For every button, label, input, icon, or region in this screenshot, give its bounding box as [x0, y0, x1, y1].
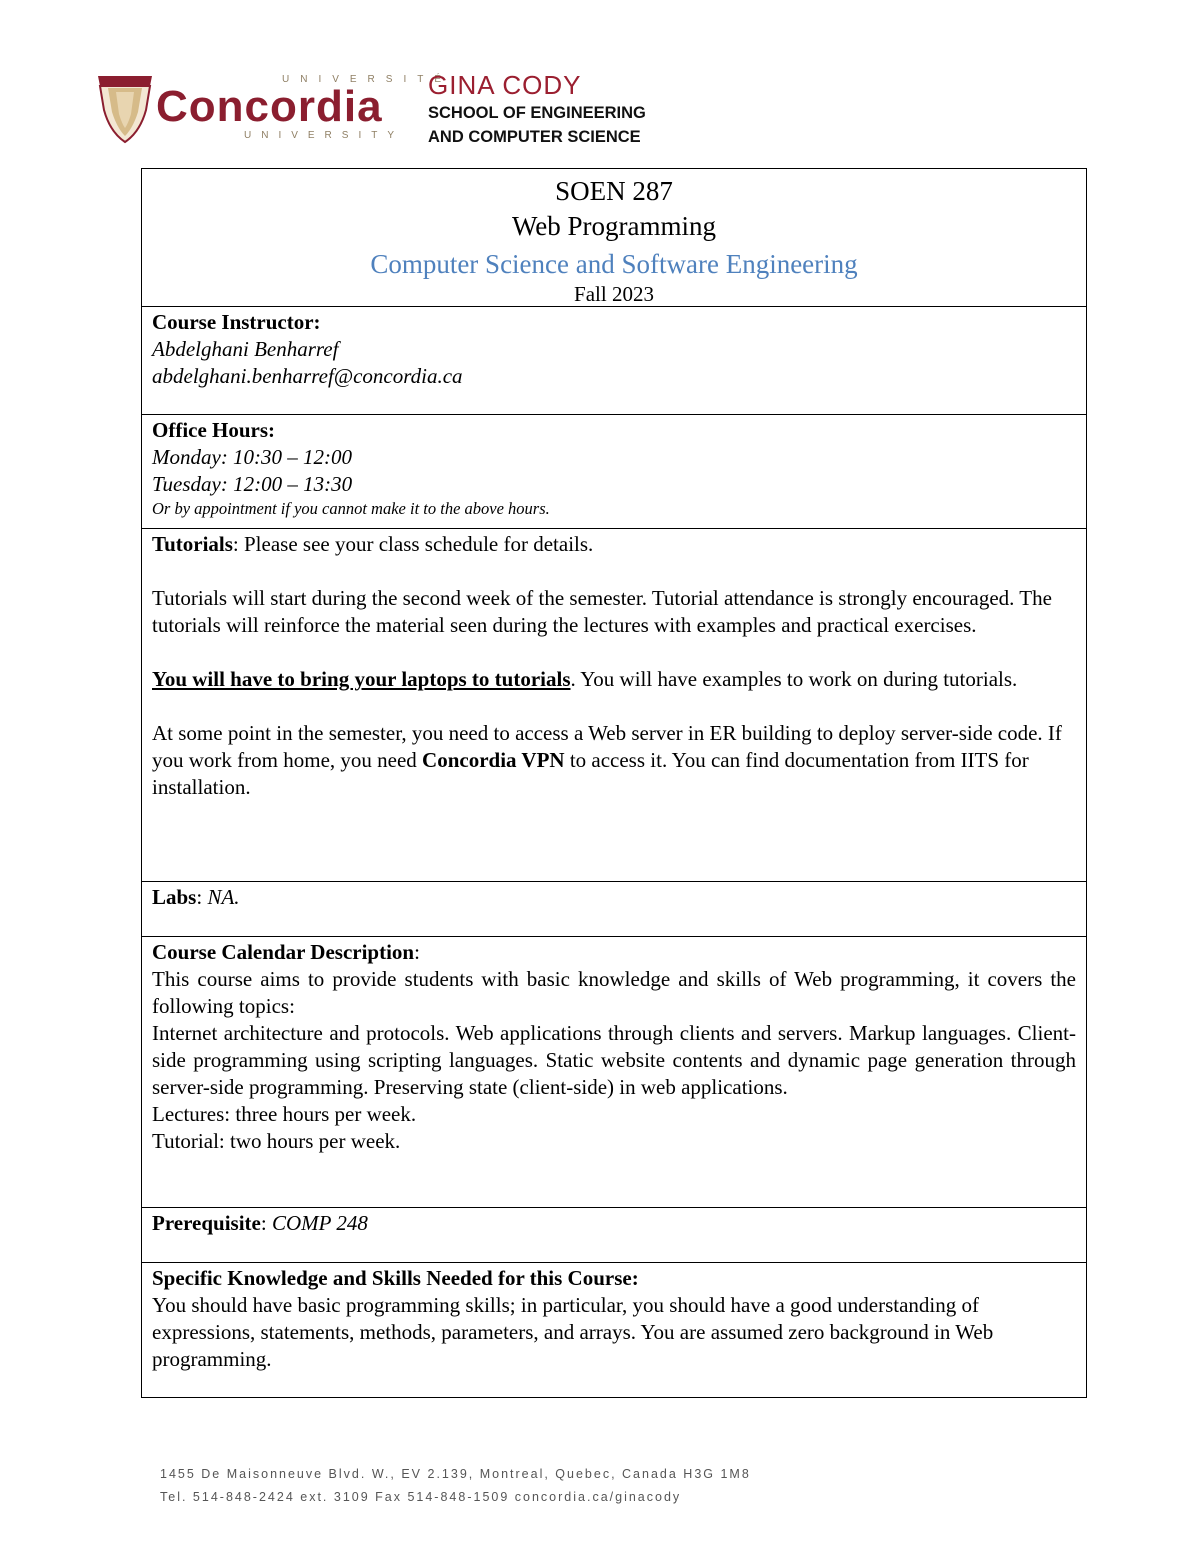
course-outline-table: [141, 168, 1087, 1398]
calendar-tutorial: Tutorial: two hours per week.: [152, 1129, 401, 1153]
tutorials-laptop-note: [152, 666, 1076, 693]
department-name: Computer Science and Software Engineering: [370, 249, 858, 279]
skills-cell: [142, 1262, 1086, 1397]
labs-sep: :: [196, 885, 208, 909]
instructor-label: Course Instructor:: [152, 310, 321, 334]
calendar-cell: [142, 936, 1086, 1207]
gina-cody-title: GINA CODY: [428, 70, 582, 100]
calendar-sep: :: [414, 940, 420, 964]
server-part-1: At some point in the semester, you need to access a Web server in ER building to deploy server-side code. If you work from home, you need: [152, 721, 1062, 772]
instructor-name: Abdelghani Benharref: [152, 337, 339, 361]
server-part-2: to access it. You can find documentation from IITS for installation.: [152, 748, 1029, 799]
concordia-shield-logo: [96, 70, 154, 144]
school-line-1: SCHOOL OF ENGINEERING: [428, 104, 646, 122]
laptop-emphasis: You will have to bring your laptops to tutorials: [152, 667, 571, 691]
title-cell: [142, 169, 1086, 306]
calendar-label: Course Calendar Description: [152, 940, 415, 964]
tutorials-intro-text: : Please see your class schedule for details.: [232, 532, 594, 556]
prerequisite-cell: [142, 1207, 1086, 1262]
concordia-wordmark: Concordia: [156, 82, 383, 131]
footer-contact: Tel. 514-848-2424 ext. 3109 Fax 514-848-1509 concordia.ca/ginacody: [160, 1490, 682, 1504]
labs-value: NA.: [207, 885, 240, 909]
instructor-cell: [142, 306, 1086, 414]
letterhead: [96, 66, 716, 150]
tutorials-cell: [142, 528, 1086, 881]
term: Fall 2023: [574, 282, 654, 306]
prerequisite-sep: :: [260, 1211, 272, 1235]
course-name: Web Programming: [511, 211, 717, 241]
laptop-rest: . You will have examples to work on during tutorials.: [570, 667, 1018, 691]
tutorials-server-note: [152, 720, 1076, 801]
calendar-heading: [152, 939, 1076, 966]
office-hours-slot-1: Monday: 10:30 – 12:00: [152, 445, 353, 469]
calendar-para-1: This course aims to provide students with basic knowledge and skills of Web programming, it covers the following topics:: [152, 967, 1076, 1018]
course-code: SOEN 287: [555, 176, 673, 206]
office-hours-cell: [142, 414, 1086, 528]
skills-label: Specific Knowledge and Skills Needed for this Course:: [152, 1266, 639, 1290]
tutorials-label: Tutorials: [152, 532, 233, 556]
instructor-email[interactable]: abdelghani.benharref@concordia.ca: [152, 364, 463, 388]
labs-label: Labs: [152, 885, 197, 909]
tutorials-intro: [152, 531, 1076, 558]
office-hours-note: Or by appointment if you cannot make it to the above hours.: [152, 499, 550, 518]
prerequisite-value: COMP 248: [271, 1211, 368, 1235]
skills-text: You should have basic programming skills; in particular, you should have a good understanding of expressions, statements, methods, parameters, and arrays. You are assumed zero background in Web programming.: [152, 1293, 994, 1371]
calendar-para-2: Internet architecture and protocols. Web applications through clients and servers. Markup languages. Client-side programming using scripting languages. Static website contents and dynamic page generation through server-side programming. Preserving state (client-side) in web applications.: [152, 1021, 1076, 1099]
prerequisite-label: Prerequisite: [152, 1211, 261, 1235]
office-hours-label: Office Hours:: [152, 418, 276, 442]
school-line-2: AND COMPUTER SCIENCE: [428, 128, 641, 146]
tutorials-para-1: Tutorials will start during the second week of the semester. Tutorial attendance is strongly encouraged. The tutorials will reinforce the material seen during the lectures with examples and practical exercises.: [152, 586, 1052, 637]
universite-wordmark: UNIVERSITÉ: [282, 74, 453, 85]
footer-address: 1455 De Maisonneuve Blvd. W., EV 2.139, Montreal, Quebec, Canada H3G 1M8: [160, 1467, 751, 1481]
office-hours-slot-2: Tuesday: 12:00 – 13:30: [152, 472, 353, 496]
labs-cell: [142, 881, 1086, 936]
vpn-label: Concordia VPN: [422, 748, 565, 772]
university-wordmark: UNIVERSITY: [244, 130, 405, 141]
calendar-lectures: Lectures: three hours per week.: [152, 1102, 417, 1126]
